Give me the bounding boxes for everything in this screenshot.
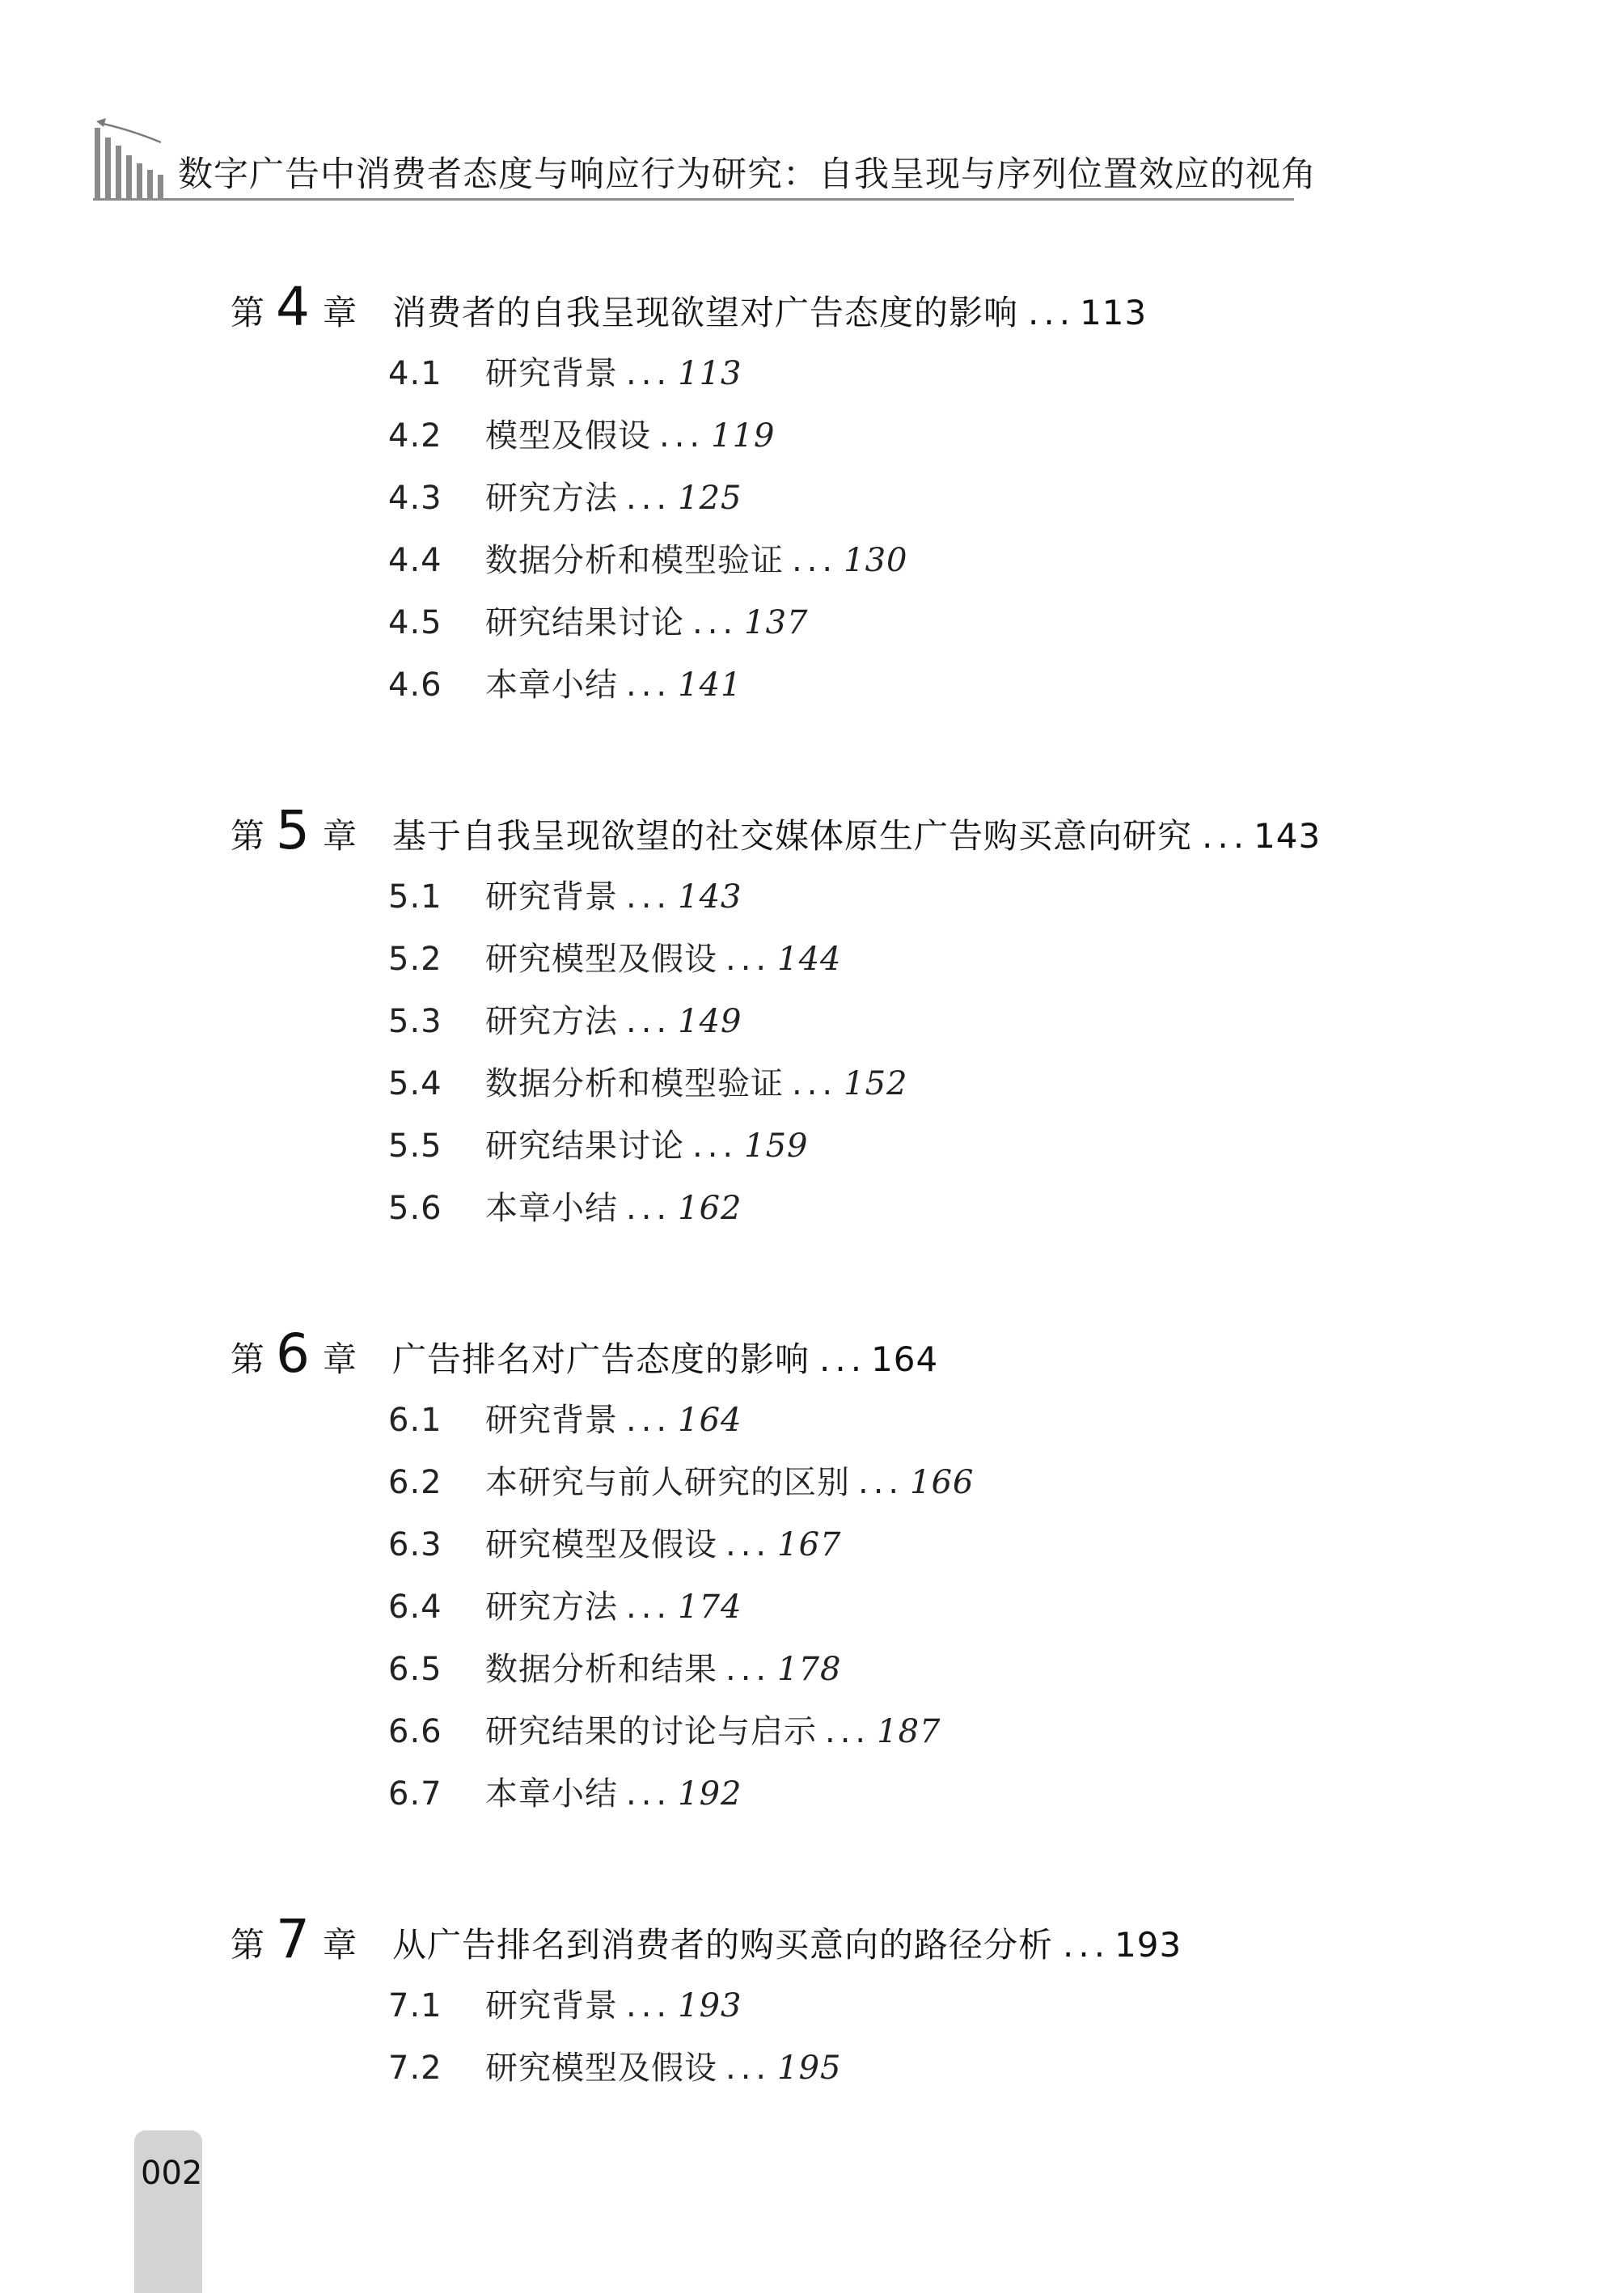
section-title bbox=[485, 351, 742, 396]
section-page-number: 195 bbox=[777, 2050, 842, 2087]
section-title bbox=[485, 937, 842, 982]
section-title bbox=[485, 1983, 742, 2029]
dot-leader: ... bbox=[819, 1339, 867, 1379]
section-page-number: 193 bbox=[678, 1987, 742, 2024]
chapter-prefix: 第 bbox=[230, 1925, 265, 1965]
chapter-number: 7 bbox=[276, 1908, 310, 1970]
dot-leader: ... bbox=[626, 1402, 672, 1439]
running-header bbox=[93, 113, 1317, 204]
dot-leader: ... bbox=[792, 1065, 838, 1102]
dot-leader: ... bbox=[626, 1003, 672, 1040]
section-title-text: 模型及假设 bbox=[485, 417, 651, 455]
section-title bbox=[485, 1398, 742, 1443]
section-title bbox=[485, 1186, 742, 1231]
dot-leader: ... bbox=[1063, 1925, 1110, 1965]
section-number: 5.3 bbox=[388, 1003, 442, 1040]
chapter-title bbox=[392, 293, 1147, 333]
dot-leader: ... bbox=[626, 666, 672, 704]
section-number: 6.4 bbox=[388, 1589, 442, 1626]
section-title-text: 研究模型及假设 bbox=[485, 1526, 717, 1563]
bar-chart-arrow-logo-icon bbox=[93, 113, 174, 202]
section-title-text: 本章小结 bbox=[485, 666, 618, 704]
chapter-page-number: 143 bbox=[1254, 816, 1322, 856]
section-page-number: 174 bbox=[678, 1589, 742, 1626]
section-title-text: 数据分析和模型验证 bbox=[485, 1065, 784, 1102]
section-number: 5.5 bbox=[388, 1127, 442, 1165]
chapter-prefix: 第 bbox=[230, 1339, 265, 1379]
section-number: 5.4 bbox=[388, 1065, 442, 1102]
section-page-number: 149 bbox=[678, 1003, 742, 1040]
section-number: 4.2 bbox=[388, 417, 442, 455]
dot-leader: ... bbox=[626, 1775, 672, 1813]
chapter-page-number: 193 bbox=[1114, 1925, 1182, 1965]
section-title bbox=[485, 1584, 742, 1630]
dot-leader: ... bbox=[692, 1127, 738, 1165]
section-number: 6.5 bbox=[388, 1651, 442, 1688]
section-title bbox=[485, 1123, 809, 1169]
dot-leader: ... bbox=[1202, 816, 1250, 856]
dot-leader: ... bbox=[626, 1589, 672, 1626]
chapter-title-text: 消费者的自我呈现欲望对广告态度的影响 bbox=[392, 293, 1019, 332]
chapter-title bbox=[392, 1339, 938, 1380]
section-title-text: 研究模型及假设 bbox=[485, 2050, 717, 2087]
dot-leader: ... bbox=[626, 480, 672, 517]
section-number: 4.3 bbox=[388, 480, 442, 517]
section-page-number: 113 bbox=[678, 355, 742, 392]
section-page-number: 141 bbox=[678, 666, 742, 704]
section-number: 6.7 bbox=[388, 1775, 442, 1813]
section-page-number: 159 bbox=[744, 1127, 809, 1165]
chapter-page-number: 164 bbox=[871, 1339, 939, 1379]
section-title bbox=[485, 999, 742, 1044]
section-number: 4.5 bbox=[388, 604, 442, 641]
dot-leader: ... bbox=[725, 1651, 772, 1688]
section-title-text: 研究背景 bbox=[485, 878, 618, 916]
section-title-text: 本研究与前人研究的区别 bbox=[485, 1464, 850, 1501]
dot-leader: ... bbox=[825, 1713, 871, 1750]
dot-leader: ... bbox=[626, 878, 672, 916]
chapter-title bbox=[392, 816, 1321, 857]
section-page-number: 187 bbox=[877, 1713, 941, 1750]
section-page-number: 162 bbox=[678, 1190, 742, 1227]
section-number: 5.6 bbox=[388, 1190, 442, 1227]
section-number: 4.6 bbox=[388, 666, 442, 704]
section-title-text: 本章小结 bbox=[485, 1775, 618, 1813]
dot-leader: ... bbox=[626, 1987, 672, 2024]
chapter-suffix: 章 bbox=[323, 293, 357, 332]
section-number: 6.2 bbox=[388, 1464, 442, 1501]
section-number: 7.1 bbox=[388, 1987, 442, 2024]
chapter-prefix: 第 bbox=[230, 293, 265, 332]
section-title-text: 研究背景 bbox=[485, 1987, 618, 2024]
dot-leader: ... bbox=[626, 355, 672, 392]
section-page-number: 130 bbox=[844, 542, 908, 579]
dot-leader: ... bbox=[725, 1526, 772, 1563]
section-title bbox=[485, 662, 742, 708]
section-number: 4.4 bbox=[388, 542, 442, 579]
chapter-title-text: 广告排名对广告态度的影响 bbox=[392, 1339, 810, 1379]
section-title bbox=[485, 1460, 975, 1505]
chapter-title-text: 基于自我呈现欲望的社交媒体原生广告购买意向研究 bbox=[392, 816, 1193, 856]
chapter-suffix: 章 bbox=[323, 1925, 357, 1965]
section-number: 5.1 bbox=[388, 878, 442, 916]
section-number: 7.2 bbox=[388, 2050, 442, 2087]
section-page-number: 167 bbox=[777, 1526, 842, 1563]
section-title bbox=[485, 874, 742, 920]
section-number: 4.1 bbox=[388, 355, 442, 392]
section-number: 5.2 bbox=[388, 941, 442, 978]
section-title-text: 研究方法 bbox=[485, 480, 618, 517]
section-title-text: 数据分析和结果 bbox=[485, 1651, 717, 1688]
chapter-suffix: 章 bbox=[323, 1339, 357, 1379]
section-title-text: 研究背景 bbox=[485, 355, 618, 392]
chapter-number: 5 bbox=[276, 799, 310, 861]
chapter-title bbox=[392, 1925, 1182, 1965]
section-title-text: 研究结果讨论 bbox=[485, 604, 684, 641]
section-page-number: 143 bbox=[678, 878, 742, 916]
section-title bbox=[485, 1771, 742, 1817]
section-title bbox=[485, 476, 742, 521]
section-title bbox=[485, 1709, 941, 1754]
section-page-number: 166 bbox=[910, 1464, 975, 1501]
chapter-prefix: 第 bbox=[230, 816, 265, 856]
chapter-title-text: 从广告排名到消费者的购买意向的路径分析 bbox=[392, 1925, 1054, 1965]
dot-leader: ... bbox=[1028, 293, 1076, 332]
chapter-number: 6 bbox=[276, 1322, 310, 1385]
section-number: 6.1 bbox=[388, 1402, 442, 1439]
section-page-number: 144 bbox=[777, 941, 842, 978]
dot-leader: ... bbox=[626, 1190, 672, 1227]
section-title-text: 研究模型及假设 bbox=[485, 941, 717, 978]
header-rule bbox=[93, 198, 1294, 201]
section-title-text: 本章小结 bbox=[485, 1190, 618, 1227]
dot-leader: ... bbox=[692, 604, 738, 641]
chapter-page-number: 113 bbox=[1080, 293, 1148, 332]
dot-leader: ... bbox=[659, 417, 705, 455]
dot-leader: ... bbox=[725, 2050, 772, 2087]
section-title bbox=[485, 1061, 908, 1106]
section-page-number: 125 bbox=[678, 480, 742, 517]
section-title-text: 数据分析和模型验证 bbox=[485, 542, 784, 579]
section-page-number: 178 bbox=[777, 1651, 842, 1688]
section-title-text: 研究结果的讨论与启示 bbox=[485, 1713, 817, 1750]
chapter-number: 4 bbox=[276, 276, 310, 338]
section-title bbox=[485, 600, 809, 645]
section-title bbox=[485, 413, 776, 459]
section-page-number: 137 bbox=[744, 604, 809, 641]
section-title bbox=[485, 538, 908, 583]
section-title-text: 研究方法 bbox=[485, 1003, 618, 1040]
section-page-number: 164 bbox=[678, 1402, 742, 1439]
section-title-text: 研究背景 bbox=[485, 1402, 618, 1439]
book-title: 数字广告中消费者态度与响应行为研究：自我呈现与序列位置效应的视角 bbox=[178, 154, 1317, 195]
section-page-number: 192 bbox=[678, 1775, 742, 1813]
section-number: 6.6 bbox=[388, 1713, 442, 1750]
section-page-number: 152 bbox=[844, 1065, 908, 1102]
dot-leader: ... bbox=[725, 941, 772, 978]
dot-leader: ... bbox=[792, 542, 838, 579]
section-title bbox=[485, 1522, 842, 1567]
section-title bbox=[485, 2046, 842, 2091]
section-title-text: 研究结果讨论 bbox=[485, 1127, 684, 1165]
section-page-number: 119 bbox=[711, 417, 776, 455]
section-title-text: 研究方法 bbox=[485, 1589, 618, 1626]
section-title bbox=[485, 1647, 842, 1692]
page-number: 002 bbox=[141, 2155, 203, 2192]
dot-leader: ... bbox=[858, 1464, 904, 1501]
chapter-suffix: 章 bbox=[323, 816, 357, 856]
section-number: 6.3 bbox=[388, 1526, 442, 1563]
